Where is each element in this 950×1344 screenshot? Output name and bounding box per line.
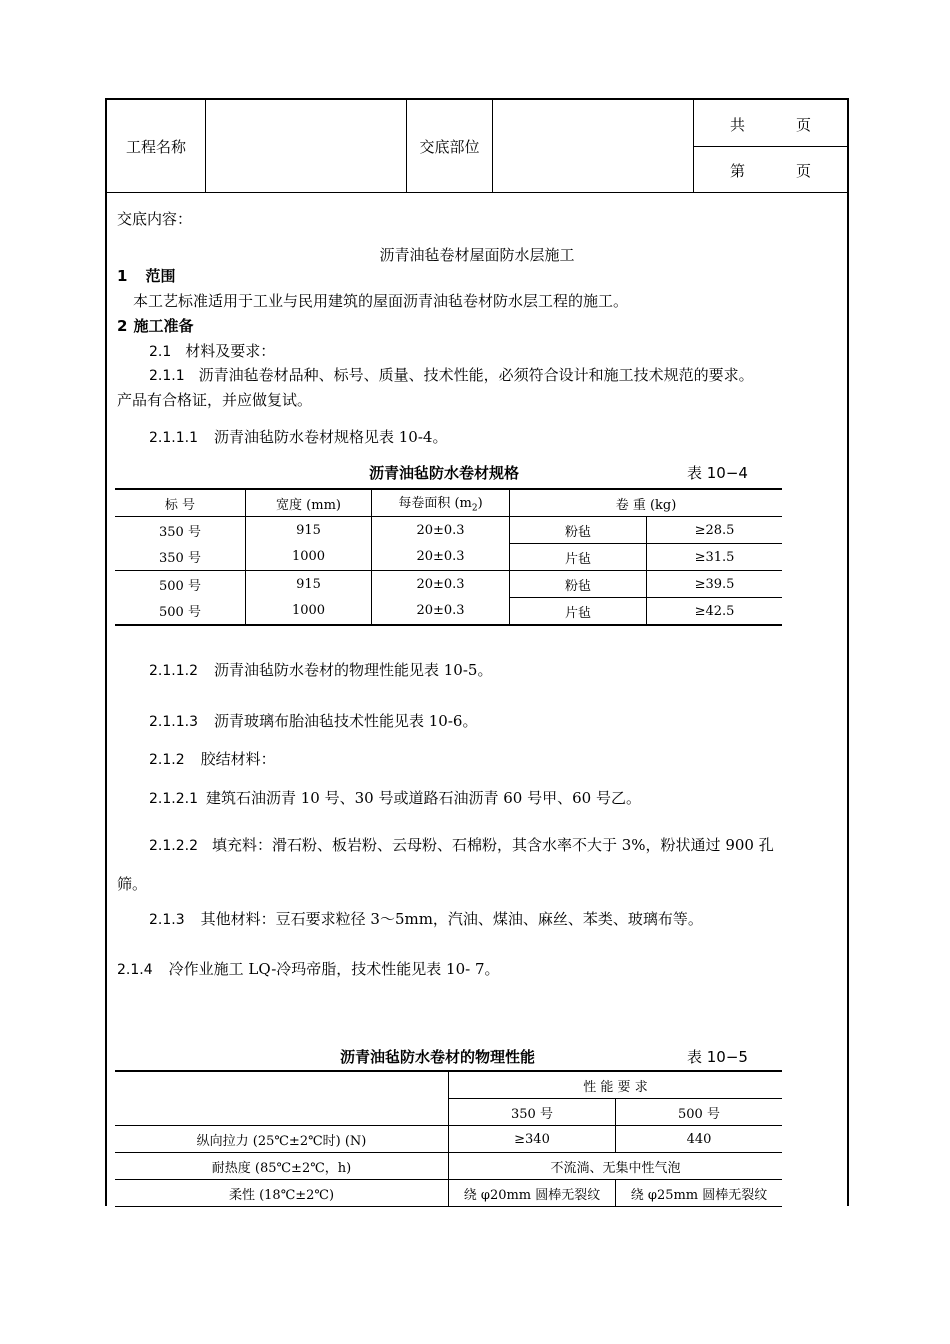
section-2-1-2-text: 胶结材料： (200, 750, 276, 768)
section-2-1-2-1 (149, 787, 641, 808)
section-2-title: 施工准备 (133, 317, 194, 335)
page-unit: 页 (796, 162, 812, 180)
disclosure-form (105, 98, 849, 1206)
section-2-1-2-1-number: 2.1.2.1 (149, 791, 198, 807)
part-label: 交底部位 (419, 137, 480, 156)
section-2-1-1-1 (149, 426, 447, 447)
section-2-1-1 (149, 364, 754, 385)
section-2-1-4-text: 冷作业施工 LQ-冷玛帝脂，技术性能见表 10- 7。 (168, 960, 500, 978)
section-2-1-text: 材料及要求： (185, 342, 276, 360)
total-pages (694, 100, 847, 146)
table-4-col-weight: 卷 重 (kg) (615, 497, 677, 513)
section-2-1-4 (117, 958, 500, 979)
table-4-col-area: 每卷面积 $(m_2)$ (372, 489, 510, 517)
section-2-1-1-text: 沥青油毡卷材品种、标号、质量、技术性能，必须符合设计和施工技术规范的要求。 (198, 366, 754, 384)
section-2-1-2-2-text: 填充料：滑石粉、板岩粉、云母粉、石棉粉，其含水率不大于 3%，粉状通过 900 孔 (211, 836, 774, 854)
table-4-header-row (115, 489, 782, 517)
table-4-cell: 粉毡 (510, 517, 647, 544)
project-name-label: 工程名称 (125, 137, 186, 156)
table-4-cell: 20±0.3 (372, 598, 510, 626)
table-5-cell: 柔性 (18℃±2℃) (115, 1180, 449, 1207)
section-2-1-3 (149, 908, 703, 929)
current-page (694, 146, 847, 192)
table-4-cell: ≥28.5 (647, 517, 783, 544)
part-field[interactable] (493, 100, 693, 192)
section-2-1-1-3-text: 沥青玻璃布胎油毡技术性能见表 10-6。 (213, 712, 478, 730)
intro-label: 交底内容： (117, 210, 193, 228)
table-4-cell: 1000 (246, 598, 372, 626)
table-row (115, 598, 782, 626)
section-2-1-4-number: 2.1.4 (117, 962, 153, 978)
section-2-1-1-text-cont: 产品有合格证，并应做复试。 (117, 391, 313, 409)
table-5-cell: 纵向拉力 (25℃±2℃时) (N) (115, 1126, 449, 1153)
section-2-1-1-3 (149, 710, 477, 731)
table-row (115, 1126, 782, 1153)
table-5-caption: 沥青油毡防水卷材的物理性能 (340, 1048, 536, 1066)
table-5-col-350: 350 号 (449, 1099, 616, 1126)
form-header (107, 100, 847, 193)
table-4-cell: 500 号 (115, 571, 246, 598)
table-4-col-width: 宽度 (mm) (246, 489, 372, 517)
section-2-1-number: 2.1 (149, 344, 172, 360)
table-5-cell: 绕 φ20mm 圆棒无裂纹 (449, 1180, 616, 1207)
section-2-heading (117, 315, 193, 336)
table-4-cell: 粉毡 (510, 571, 647, 598)
table-4-cell: ≥31.5 (694, 549, 735, 565)
table-4-cell: 片毡 (510, 544, 647, 571)
table-4-cell: 片毡 (510, 598, 647, 626)
section-2-1-1-number: 2.1.1 (149, 368, 185, 384)
total-label: 共 (730, 116, 746, 134)
section-1-number: 1 (117, 267, 128, 285)
table-4-cell: 20±0.3 (372, 571, 510, 598)
section-2-1-1-2-text: 沥青油毡防水卷材的物理性能见表 10-5。 (213, 661, 493, 679)
section-2-1-1-2-number: 2.1.1.2 (149, 663, 198, 679)
table-4-cell: ≥39.5 (647, 571, 783, 598)
table-5-cell: 440 (686, 1131, 712, 1147)
table-row (115, 1153, 782, 1180)
section-2-1-2-2 (149, 834, 774, 855)
section-2-1-3-text: 其他材料：豆石要求粒径 3～5mm，汽油、煤油、麻丝、苯类、玻璃布等。 (200, 910, 703, 928)
table-5-cell: 耐热度 (85℃±2℃，h) (115, 1153, 449, 1180)
table-4-cell: 500 号 (115, 598, 246, 626)
table-4-cell: 1000 (246, 544, 372, 571)
section-2-1-1-1-text: 沥青油毡防水卷材规格见表 10-4。 (213, 428, 448, 446)
section-1-heading (117, 265, 175, 286)
section-2-1-1-1-number: 2.1.1.1 (149, 430, 198, 446)
table-5-cell: 绕 φ25mm 圆棒无裂纹 (630, 1187, 768, 1203)
table-row (115, 1180, 782, 1207)
document-title: 沥青油毡卷材屋面防水层施工 (379, 246, 575, 264)
table-5-col-500: 500 号 (678, 1106, 720, 1122)
section-2-1-1-2 (149, 659, 492, 680)
table-5-item-header (115, 1071, 449, 1126)
section-2-1-2-1-text: 建筑石油沥青 10 号、30 号或道路石油沥青 60 号甲、60 号乙。 (205, 789, 641, 807)
table-4-cell: 20±0.3 (372, 544, 510, 571)
section-2-1-2-2-number: 2.1.2.2 (149, 838, 198, 854)
page-label: 第 (730, 162, 746, 180)
table-5 (115, 1070, 782, 1207)
table-5-cell: ≥340 (449, 1126, 616, 1153)
table-row (115, 544, 782, 571)
project-name-field[interactable] (206, 100, 406, 192)
table-4-cell: 915 (246, 517, 372, 544)
section-2-1-2-2-text-cont: 筛。 (117, 875, 148, 893)
section-2-number: 2 (117, 317, 128, 335)
table-5-cell: 不流淌、无集中性气泡 (550, 1160, 681, 1176)
section-2-1-2-number: 2.1.2 (149, 752, 185, 768)
section-2-1-1-3-number: 2.1.1.3 (149, 714, 198, 730)
section-1-title: 范围 (145, 267, 176, 285)
table-4 (115, 488, 782, 626)
section-2-1-2 (149, 748, 276, 769)
section-2-1 (149, 340, 275, 361)
table-4-col-grade: 标 号 (115, 489, 246, 517)
table-4-cell: 350 号 (115, 544, 246, 571)
table-row (115, 571, 782, 598)
table-4-cell: 350 号 (115, 517, 246, 544)
table-5-header-row (115, 1071, 782, 1099)
table-4-caption: 沥青油毡防水卷材规格 (369, 464, 520, 482)
total-unit: 页 (796, 116, 812, 134)
table-4-cell: 915 (246, 571, 372, 598)
table-4-cell: ≥42.5 (694, 603, 735, 619)
section-1-text: 本工艺标准适用于工业与民用建筑的屋面沥青油毡卷材防水层工程的施工。 (133, 292, 629, 310)
section-2-1-3-number: 2.1.3 (149, 912, 185, 928)
table-4-cell: 20±0.3 (372, 517, 510, 544)
table-5-number: 表 10−5 (687, 1048, 748, 1066)
table-row (115, 517, 782, 544)
table-5-group-header: 性 能 要 求 (449, 1071, 783, 1099)
table-4-number: 表 10−4 (687, 464, 748, 482)
